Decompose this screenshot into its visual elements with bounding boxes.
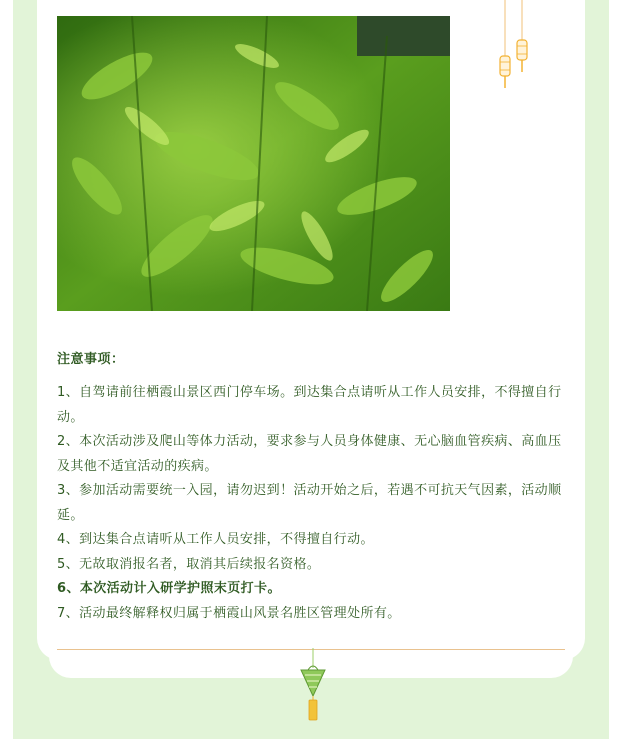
- hanging-lanterns-icon: [490, 0, 540, 95]
- notice-item: 7、活动最终解释权归属于栖霞山风景名胜区管理处所有。: [57, 605, 401, 621]
- notice-item: 1、自驾请前往栖霞山景区西门停车场。到达集合点请听从工作人员安排，不得擅自行动。: [57, 385, 562, 425]
- notice-title: 注意事项：: [57, 352, 125, 367]
- notice-item: 4、到达集合点请听从工作人员安排，不得擅自行动。: [57, 532, 374, 547]
- zongzi-pendant-icon: [296, 648, 330, 724]
- green-leafy-plants-photo: [57, 16, 450, 311]
- notice-item: 5、无故取消报名者，取消其后续报名资格。: [57, 556, 321, 572]
- notice-item: 3、参加活动需要统一入园，请勿迟到！活动开始之后，若遇不可抗天气因素，活动顺延。: [57, 483, 562, 523]
- notice-item: 6、本次活动计入研学护照末页打卡。: [57, 581, 281, 596]
- notice-list: [57, 381, 572, 626]
- notice-item: 2、本次活动涉及爬山等体力活动，要求参与人员身体健康、无心脑血管疾病、高血压及其他不适宜活动的疾病。: [57, 434, 562, 474]
